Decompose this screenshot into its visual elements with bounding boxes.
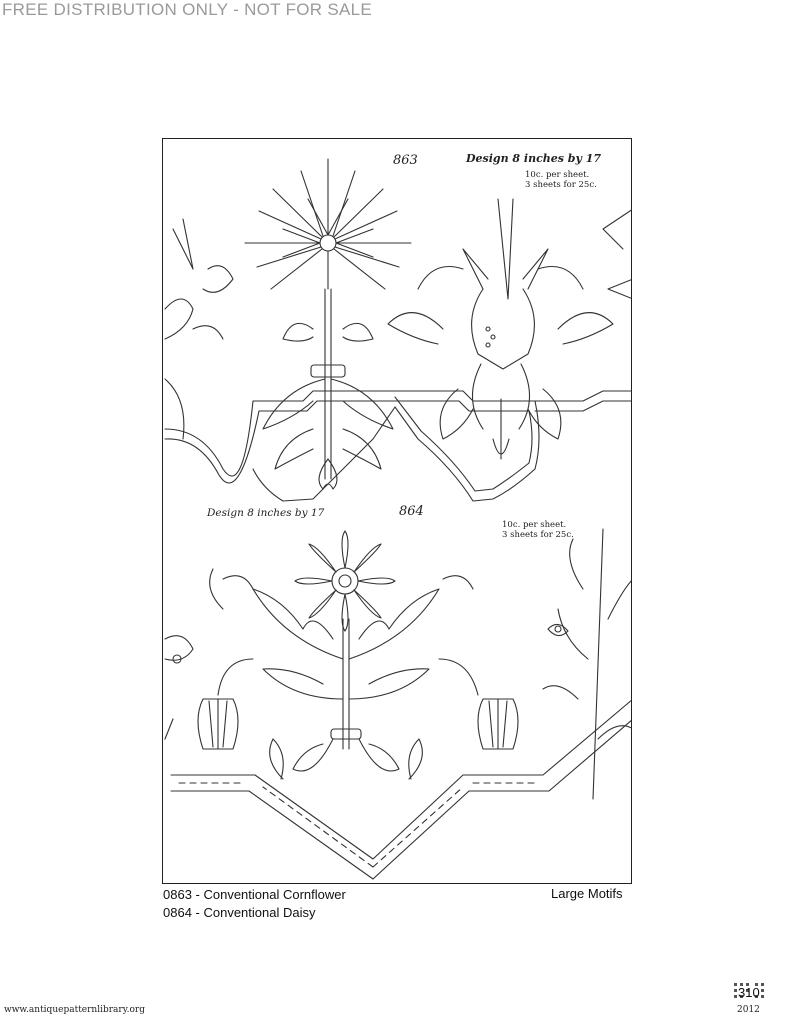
- caption-cornflower: 0863 - Conventional Cornflower: [163, 887, 346, 902]
- caption-daisy: 0864 - Conventional Daisy: [163, 905, 316, 920]
- page-number: 310: [738, 985, 760, 1000]
- price-line: 3 sheets for 25c.: [502, 530, 574, 540]
- pattern-plate: [162, 138, 632, 884]
- design-size-label-top: Design 8 inches by 17: [466, 152, 602, 165]
- design-size-label-bottom: Design 8 inches by 17: [207, 507, 325, 519]
- price-note-top: [525, 170, 597, 190]
- design-number-863: 863: [393, 153, 418, 168]
- price-line: 10c. per sheet.: [502, 520, 567, 530]
- design-number-864: 864: [399, 504, 424, 519]
- caption-category: Large Motifs: [551, 886, 623, 901]
- footer-year: 2012: [737, 1005, 760, 1015]
- footer-url[interactable]: www.antiquepatternlibrary.org: [4, 1005, 145, 1015]
- price-note-bottom: [502, 520, 574, 540]
- price-line: 3 sheets for 25c.: [525, 180, 597, 190]
- price-line: 10c. per sheet.: [525, 170, 590, 180]
- watermark-text: FREE DISTRIBUTION ONLY - NOT FOR SALE: [2, 0, 373, 19]
